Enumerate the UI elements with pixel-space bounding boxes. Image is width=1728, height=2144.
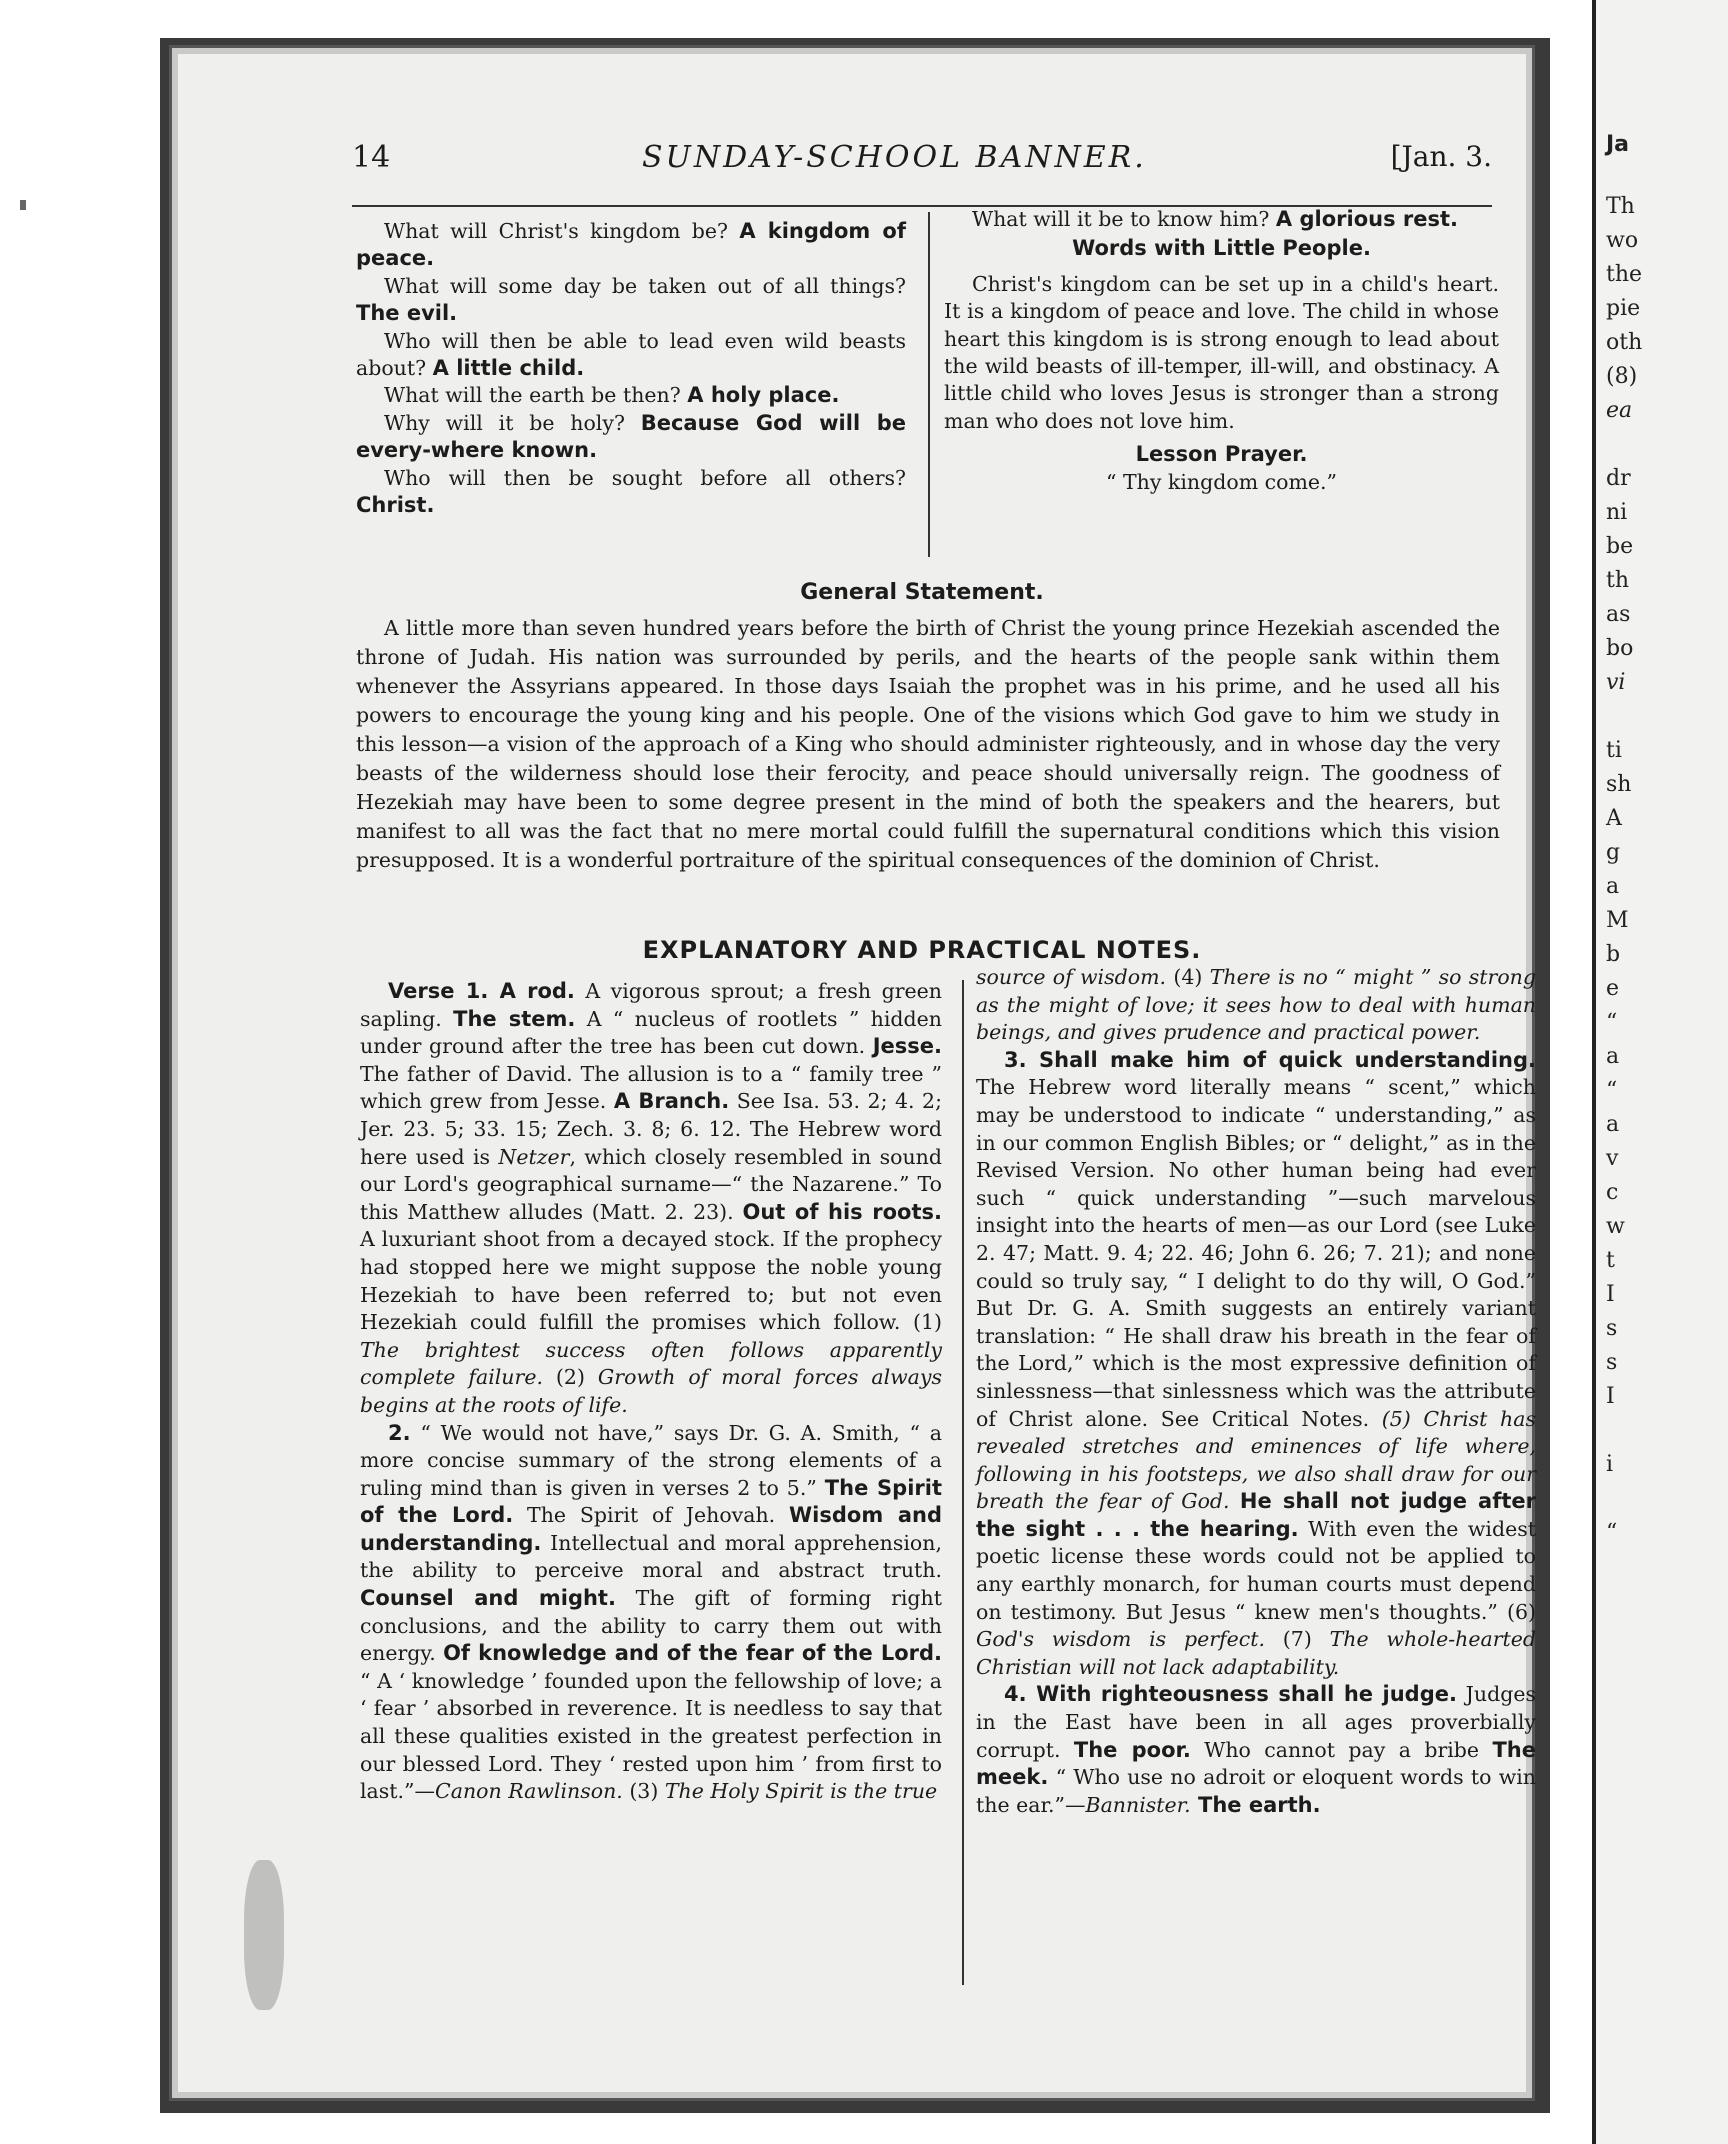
answer: A kingdom of peace. [356,219,906,271]
next-page-fragment: w [1606,1214,1625,1239]
next-page-fragments [1596,0,1728,1788]
next-page-fragment: wo [1606,228,1639,253]
next-page-fragment [1596,1754,1728,1788]
lesson-prayer-text: “ Thy kingdom come.” [1105,469,1338,494]
lesson-point: God's wisdom is perfect. [976,1627,1265,1652]
page-stain [244,1860,284,2010]
term: A Branch. [613,1089,730,1114]
next-page-fragment: A [1606,806,1622,831]
next-page-fragment [1596,1618,1728,1652]
next-page-fragment: s [1606,1316,1618,1341]
verse4-label: 4. With righteousness shall he judge. [1004,1682,1457,1707]
next-page-fragment: “ [1606,1010,1618,1035]
term: The meek. [976,1737,1536,1790]
notes-right-column [976,964,1536,1819]
citation: Canon Rawlinson. [435,1779,623,1804]
note-text: See Isa. 53. 2; 4. 2; Jer. 23. 5; 33. 15; Zech. 3. 8; 6. 12. The Hebrew word here used is [360,1089,942,1169]
question: Who will then be able to lead even wild beasts about? [356,328,906,381]
scan-mark [20,200,26,210]
term: Jesse. [872,1034,942,1059]
next-page-edge [1592,0,1728,2144]
notes-left-column [360,978,942,1806]
note-text: The Spirit of Jehovah. [513,1503,790,1528]
qa-right-column [944,206,1499,496]
lesson-point: source of wisdom. [976,965,1167,989]
next-page-fragment: th [1606,568,1630,593]
term: He shall not judge after the sight . . . the hearing. [976,1489,1536,1541]
term: The Spirit of the Lord. [360,1475,942,1528]
next-page-fragment: “ [1606,1078,1618,1103]
next-page-fragment: a [1606,1044,1620,1069]
question: What will it be to know him? [972,207,1270,231]
note-text: (2) [542,1365,598,1390]
notes-heading: EXPLANATORY AND PRACTICAL NOTES. [642,936,1202,964]
qa-item [356,273,906,328]
note-text: “ A ‘ knowledge ’ founded upon the fellowship of love; a ‘ fear ’ absorbed in reverence. It is needless to say that all these qualities existed in the greatest perfection in our blessed Lord. They ‘ rested upon him ’ from first to last.”— [360,1668,942,1804]
next-page-fragment: ni [1606,500,1628,525]
next-page-fragment: a [1606,874,1620,899]
little-people-text: Christ's kingdom can be set up in a child's heart. It is a kingdom of peace and love. The child in whose heart this kingdom is is strong enough to lead about the wild beasts of ill-temper, ill-will, and obstinacy. A little child who loves Jesus is stronger than a strong man who does not love him. [944,271,1499,433]
next-page-fragment: dr [1606,466,1631,491]
note-text: The father of David. The allusion is to a “ family tree ” which grew from Jesse. [360,1061,942,1114]
next-page-fragment: be [1606,534,1634,559]
question: What will the earth be then? [384,383,681,408]
running-header [352,140,1492,180]
answer: A little child. [432,356,585,381]
answer: A glorious rest. [1275,207,1459,231]
note-text: “ Who use no adroit or eloquent words to win the ear.”— [976,1765,1536,1817]
term: Of knowledge and of the fear of the Lord. [443,1641,943,1666]
next-page-fragment [1596,1720,1728,1754]
next-page-fragment [1596,1482,1728,1516]
next-page-fragment: i [1606,1452,1614,1477]
lesson-point: The brightest success often follows apparently complete failure. [360,1337,942,1390]
lesson-point: The whole-hearted Christian will not lack adaptability. [976,1627,1536,1679]
question: Why will it be holy? [384,410,625,435]
term: Wisdom and understanding. [360,1503,942,1555]
citation: Bannister. [1085,1792,1191,1817]
lesson-point: There is no “ might ” so strong as the might of love; it sees how to deal with human beings, and gives prudence and practical power. [976,965,1537,1045]
note-text: With even the widest poetic license these words could not be applied to any earthly monarch, for human courts must depend on testimony. But Jesus “ knew men's thoughts.” (6) [976,1516,1537,1624]
note-text: A vigorous sprout; a fresh green sapling. [360,979,942,1031]
next-page-fragment: “ [1606,1520,1618,1545]
next-page-fragment: ea [1606,398,1633,423]
next-page-fragment: a [1606,1112,1620,1137]
next-page-fragment [1596,1686,1728,1720]
note-text: Who cannot pay a bribe [1190,1737,1493,1762]
next-page-fragment: vi [1606,670,1626,695]
note-text: (4) [1166,965,1210,989]
next-page-fragment: bo [1606,636,1634,661]
next-page-fragment: I [1606,1384,1615,1409]
verse1-label: Verse 1. A rod. [388,979,575,1003]
lesson-point: The Holy Spirit is the true [664,1779,938,1804]
next-page-fragment: g [1606,840,1621,865]
note-text: A luxuriant shoot from a decayed stock. If the prophecy had stopped here we might suppose the noble young Hezekiah to have been referred to; but not even Hezekiah could fulfill the promises which follow. (1) [360,1227,942,1335]
next-page-fragment: M [1606,908,1629,933]
verse3-label: 3. Shall make him of quick understanding. [1004,1047,1536,1072]
next-page-fragment [1596,1414,1728,1448]
next-page-fragment: I [1606,1282,1615,1307]
next-page-fragment: v [1606,1146,1619,1171]
qa-item [356,328,906,383]
question: What will Christ's kingdom be? [384,219,728,243]
next-page-fragment [1596,428,1728,462]
next-page-fragment [1596,1584,1728,1618]
next-page-fragment: b [1606,942,1621,967]
column-divider-notes [962,980,964,1985]
term: Out of his roots. [742,1199,942,1224]
next-page-fragment: s [1606,1350,1618,1375]
hebrew-word: Netzer [498,1144,570,1169]
qa-item [356,218,906,273]
lesson-point: (5) Christ has revealed stretches and eminences of life where, following in his footsteps, we also shall draw for our breath the fear of God. [976,1406,1536,1514]
note-text: A “ nucleus of rootlets ” hidden under ground after the tree has been cut down. [360,1006,942,1059]
publication-title: SUNDAY-SCHOOL BANNER. [642,140,1147,175]
page-number: 14 [352,140,391,175]
qa-left-column [356,218,906,519]
qa-item [356,410,906,465]
note-text: “ We would not have,” says Dr. G. A. Smith, “ a more concise summary of the strong elements of a ruling mind than is given in verses 2 to 5.” [360,1420,942,1500]
column-divider-top [928,212,930,557]
note-text: (7) [1265,1627,1330,1652]
next-page-fragment: ti [1606,738,1622,763]
term: The stem. [453,1006,576,1031]
next-page-fragment: c [1606,1180,1619,1205]
next-page-fragment [1596,700,1728,734]
lesson-point: Growth of moral forces always begins at the roots of life. [360,1365,942,1417]
next-page-fragment: as [1606,602,1631,627]
qa-item [356,465,906,520]
next-page-fragment: the [1606,262,1643,287]
next-page-fragment: pie [1606,296,1641,321]
next-page-fragment [1596,1652,1728,1686]
question: What will some day be taken out of all things? [384,273,906,298]
note-text: Intellectual and moral apprehension, the ability to perceive moral and abstract truth. [360,1530,942,1583]
next-page-fragment: oth [1606,330,1643,355]
question: Who will then be sought before all others? [384,465,906,490]
term: Counsel and might. [360,1586,616,1611]
term: The poor. [1073,1737,1191,1762]
general-statement-text: A little more than seven hundred years before the birth of Christ the young prince Hezekiah ascended the throne of Judah. His nation was surrounded by perils, and the hearts of the people sank within them whenever the Assyrians appeared. In those days Isaiah the prophet was in his prime, and he used all his powers to encourage the young king and his people. One of the visions which God gave to him we study in this lesson—a vision of the approach of a King who should administer righteously, and in whose day the very beasts of the wilderness should lose their ferocity, and peace should universally reign. The goodness of Hezekiah may have been to some degree present in the mind of both the speakers and the hearers, but manifest to all was the fact that no mere mortal could fulfill the supernatural conditions which this vision presupposed. It is a wonderful portraiture of the spiritual consequences of the dominion of Christ. [356,616,1500,872]
next-page-fragment: t [1606,1248,1615,1273]
note-text: Judges in the East have been in all ages proverbially corrupt. [976,1682,1536,1762]
lesson-prayer-heading: Lesson Prayer. [1135,442,1308,467]
answer: Because God will be every-where known. [356,410,906,463]
answer: Christ. [356,493,435,518]
answer: The evil. [356,301,458,326]
next-page-fragment: sh [1606,772,1632,797]
next-page-fragment [1596,1550,1728,1584]
note-text: The gift of forming right conclusions, and the ability to carry them out with energy. [360,1586,942,1666]
answer: A holy place. [687,383,840,408]
next-page-fragment: Ja [1606,132,1630,157]
next-page-fragment: e [1606,976,1620,1001]
little-people-heading: Words with Little People. [1072,236,1371,261]
note-text: , which closely resembled in sound our Lord's geographical surname—“ the Nazarene.” To this Matthew alludes (Matt. 2. 23). [360,1144,942,1224]
next-page-fragment: Th [1606,194,1635,219]
qa-item [356,382,906,409]
next-page-fragment: (8) [1606,364,1638,389]
general-statement-heading: General Statement. [800,580,1044,605]
note-text: The Hebrew word literally means “ scent,” which may be understood to indicate “ understanding,” as in our common English Bibles; or “ delight,” as in the Revised Version. No other human being had ever such “ quick understanding ”—such marvelous insight into the hearts of men—as our Lord (see Luke 2. 47; Matt. 9. 4; 22. 46; John 6. 26; 7. 21); and none could so truly say, “ I delight to do thy will, O God.” But Dr. G. A. Smith suggests an entirely variant translation: “ He shall draw his breath in the fear of the Lord,” which is the most expressive definition of sinlessness—that sinlessness which was the attribute of Christ alone. See Critical Notes. [976,1075,1536,1431]
term: The earth. [1190,1792,1321,1817]
note-text: (3) [622,1779,665,1804]
qa-item [944,206,1499,233]
verse2-label: 2. [388,1420,411,1445]
issue-date: [Jan. 3. [1390,140,1492,173]
